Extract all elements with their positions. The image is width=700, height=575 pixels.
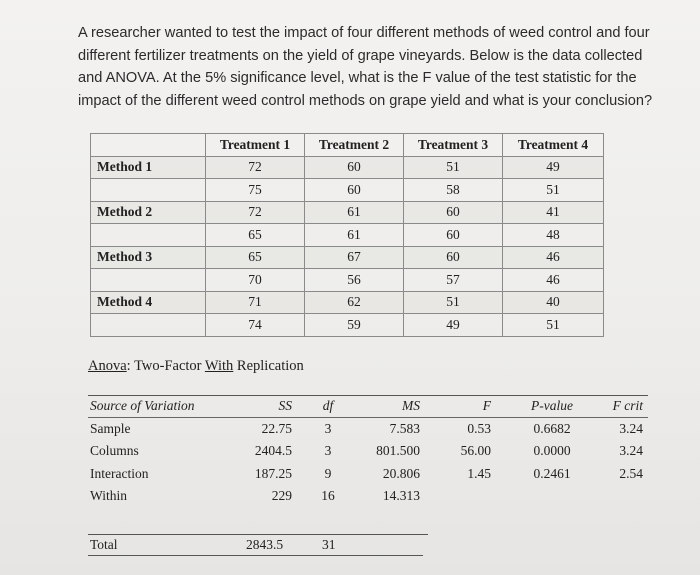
method-label: Method 4 [91,291,206,314]
method-label: Method 1 [91,156,206,179]
table-cell: 46 [503,269,604,292]
anova-cell: 0.6682 [533,420,571,436]
anova-cell: 187.25 [254,465,292,481]
anova-title [88,358,304,375]
table-cell: 57 [404,269,503,292]
anova-title-with: With [204,358,234,374]
anova-cell: 801.500 [376,443,420,458]
anova-header-p-value: P-value [531,398,573,413]
table-row [91,179,604,202]
table-cell: 60 [305,179,404,202]
anova-cell: 3.24 [619,443,643,458]
anova-cell: 3 [324,443,332,458]
anova-cell: 1.45 [467,465,491,481]
table-cell: 65 [206,224,305,247]
header-treatment-1: Treatment 1 [206,134,305,157]
table-cell: 61 [305,224,404,247]
anova-cell: 3.24 [619,420,643,436]
anova-header-df: df [322,398,334,413]
anova-bottom-rule [88,555,423,556]
table-cell: 49 [404,314,503,337]
table-cell: 51 [503,179,604,202]
anova-title-prefix: Anova [88,358,127,374]
anova-cell: 56.00 [460,443,491,458]
anova-cell: 0.0000 [533,443,571,458]
header-treatment-4: Treatment 4 [503,134,604,157]
anova-total-rule [88,534,428,535]
table-cell: 60 [404,201,503,224]
table-cell: 75 [206,179,305,202]
table-cell: 41 [503,201,604,224]
anova-header-f: F [482,398,491,413]
blank-header-cell [91,134,206,157]
table-cell: 59 [305,314,404,337]
table-cell: 60 [305,156,404,179]
header-treatment-3: Treatment 3 [404,134,503,157]
question-text: A researcher wanted to test the impact of four different methods of weed control and four different fertilizer treatments on the yield of grape vineyards. Below is the data collected and ANOVA. At the 5% significance level, what is the F value of the test statistic for the impact of the different weed control methods on grape yield and what is your conclusion? [78,25,653,109]
table-cell: 74 [206,314,305,337]
anova-header-ms: MS [402,398,420,413]
anova-total-row [88,535,428,559]
table-cell: 71 [206,291,305,314]
anova-row-within [88,485,648,508]
anova-header-row [88,395,648,418]
table-cell: 51 [503,314,604,337]
table-cell: 58 [404,179,503,202]
anova-cell: 2404.5 [254,443,292,458]
data-table-header-row [91,134,604,157]
anova-cell: 20.806 [382,465,420,481]
anova-cell: 229 [271,488,292,503]
anova-cell: Sample [90,420,131,436]
table-cell: 60 [404,246,503,269]
method-label [91,314,206,337]
table-row [91,269,604,292]
anova-row-columns [88,440,648,463]
method-label: Method 3 [91,246,206,269]
table-cell: 62 [305,291,404,314]
anova-cell: 22.75 [261,420,292,436]
anova-total-df: 31 [322,537,336,552]
method-label: Method 2 [91,201,206,224]
anova-cell: Interaction [90,465,149,481]
table-cell: 51 [404,291,503,314]
anova-title-suffix: Replication [233,358,304,374]
table-cell: 56 [305,269,404,292]
anova-cell: 3 [324,420,332,436]
table-row [91,201,604,224]
table-row [91,291,604,314]
anova-row-interaction [88,463,648,486]
anova-cell: 0.2461 [533,465,571,481]
anova-cell: Columns [90,443,139,458]
table-cell: 61 [305,201,404,224]
table-cell: 46 [503,246,604,269]
anova-header-source: Source of Variation [90,398,195,413]
table-cell: 65 [206,246,305,269]
table-cell: 49 [503,156,604,179]
table-cell: 72 [206,156,305,179]
anova-title-mid: : Two-Factor [126,358,205,374]
table-row [91,246,604,269]
table-cell: 40 [503,291,604,314]
anova-cell: 0.53 [467,420,491,436]
data-table [90,133,604,337]
table-row [91,224,604,247]
table-row [91,156,604,179]
anova-total-label: Total [90,537,118,552]
method-label [91,269,206,292]
anova-cell: Within [90,488,127,503]
method-label [91,179,206,202]
anova-cell: 16 [321,488,335,503]
table-cell: 70 [206,269,305,292]
table-cell: 67 [305,246,404,269]
anova-cell: 2.54 [619,465,643,481]
table-cell: 72 [206,201,305,224]
table-cell: 51 [404,156,503,179]
anova-row-sample [88,418,648,441]
anova-table [88,395,648,508]
anova-header-f-crit: F crit [612,398,643,413]
anova-cell: 14.313 [382,488,420,503]
anova-total-ss: 2843.5 [246,537,284,552]
anova-cell: 9 [324,465,332,481]
anova-header-ss: SS [278,398,292,413]
anova-cell: 7.583 [389,420,420,436]
table-cell: 60 [404,224,503,247]
table-cell: 48 [503,224,604,247]
table-row [91,314,604,337]
header-treatment-2: Treatment 2 [305,134,404,157]
method-label [91,224,206,247]
